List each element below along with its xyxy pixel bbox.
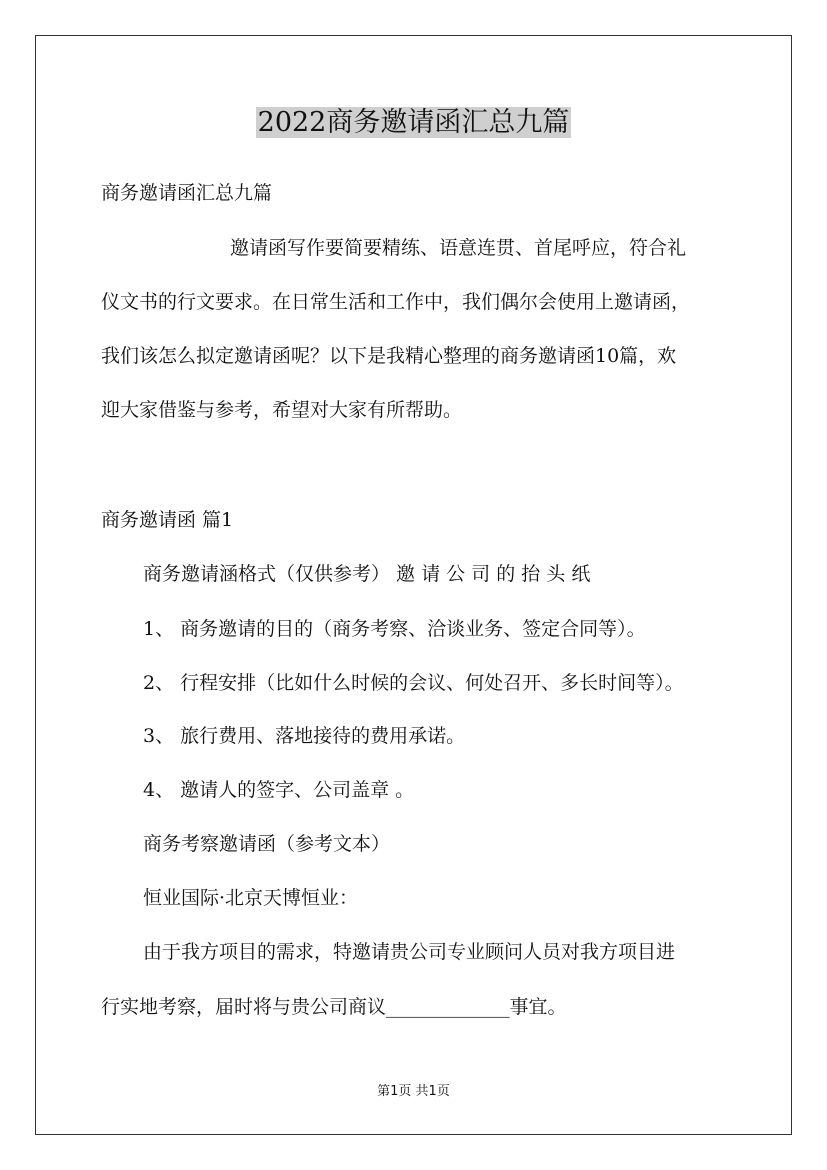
list-item: 2、 行程安排（比如什么时候的会议、何处召开、多长时间等）。 (143, 672, 684, 694)
body-line: 行实地考察，届时将与贵公司商议_____________事宜。 (101, 996, 567, 1018)
salutation: 恒业国际·北京天博恒业： (143, 887, 359, 909)
list-item: 1、 商务邀请的目的（商务考察、洽谈业务、签定合同等）。 (143, 618, 646, 640)
subtitle: 商务邀请函汇总九篇 (101, 182, 273, 204)
format-line: 商务邀请涵格式（仅供参考） 邀 请 公 司 的 抬 头 纸 (143, 563, 591, 585)
section-heading: 商务邀请函 篇1 (101, 509, 234, 531)
intro-line: 仪文书的行文要求。在日常生活和工作中，我们偶尔会使用上邀请函， (101, 291, 691, 313)
list-item: 3、 旅行费用、落地接待的费用承诺。 (143, 725, 466, 747)
list-item: 4、 邀请人的签字、公司盖章 。 (143, 779, 415, 801)
intro-line: 迎大家借鉴与参考，希望对大家有所帮助。 (101, 399, 463, 421)
page-footer: 第1页 共1页 (377, 1084, 450, 1099)
document-title: 2022商务邀请函汇总九篇 (257, 107, 570, 138)
letter-heading: 商务考察邀请函（参考文本） (143, 833, 391, 855)
body-line: 由于我方项目的需求，特邀请贵公司专业顾问人员对我方项目进 (143, 941, 676, 963)
intro-line: 邀请函写作要简要精练、语意连贯、首尾呼应，符合礼 (230, 237, 687, 259)
intro-line: 我们该怎么拟定邀请函呢？以下是我精心整理的商务邀请函10篇，欢 (101, 345, 677, 367)
